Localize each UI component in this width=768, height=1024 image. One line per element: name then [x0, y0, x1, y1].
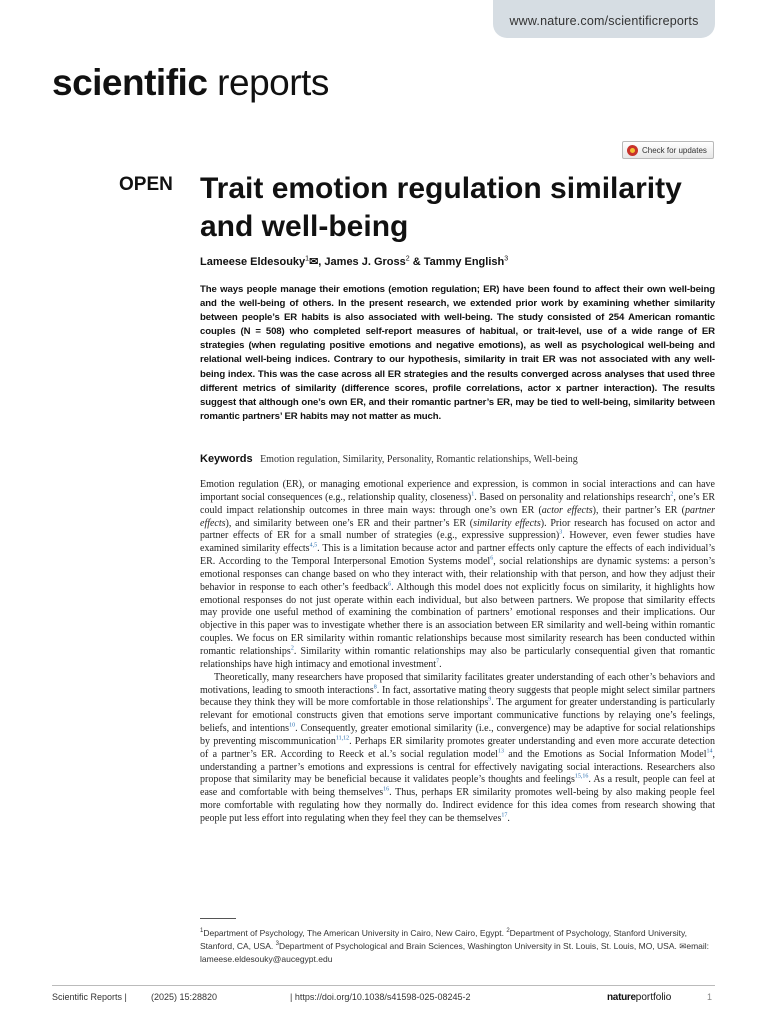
affiliation-number: 1	[200, 928, 204, 935]
envelope-icon: ✉	[679, 941, 687, 951]
author-name[interactable]: Tammy English	[423, 256, 505, 268]
citation-ref[interactable]: 17	[501, 812, 508, 819]
nature-portfolio-logo	[607, 992, 671, 1003]
footer-journal: Scientific Reports |	[52, 992, 127, 1002]
citation-ref[interactable]: 11,12	[335, 735, 350, 742]
citation-ref[interactable]: 3	[559, 530, 563, 537]
author-name[interactable]: James J. Gross	[324, 256, 406, 268]
crossmark-icon	[627, 145, 638, 156]
body-paragraph: Theoretically, many researchers have proposed that similarity facilitates greater understanding of each other’s behaviors and motivations, leading to smooth interactions$^8$. In fact, assortative mating theory suggests that people might select similar partners because they think they will be more comfortable in those relationships$^9$. The argument for greater understanding is particularly relevant for emotional constructs given that emotions serve important communicative functions by relaying one’s feelings, beliefs, and intentions$^{10}$. Consequently, greater emotional similarity (i.e., convergence) may be adaptive for social relationships by preventing miscommunication$^{11,12}$. Perhaps ER similarity promotes greater understanding and even more accurate detection of a partner’s ER. According to Reeck et al.’s social regulation model$^{13}$ and the Emotions as Social Information Model$^{14}$, understanding a partner’s emotions and expressions is central for effectively navigating social interactions. Researchers also propose that similarity may be beneficial because it validates people’s thoughts and feelings$^{15,16}$. As a result, people can feel at ease and comfortable with being themselves$^{16}$. Thus, perhaps ER similarity promotes well-being by also making people feel more comfortable with regulating how they normally do. Indirect evidence for this idea comes from research showing that people put less effort into regulating when they feel they can be themselves$^{17}$.	[200, 671, 716, 824]
affiliation-text: Department of Psychological and Brain Sciences, Washington University in St. Louis, St. Louis, MO, USA.	[278, 941, 680, 951]
citation-ref[interactable]: 14	[706, 748, 713, 755]
brand-light: portfolio	[635, 992, 672, 1003]
article-title: Trait emotion regulation similarity and well-being	[200, 172, 682, 243]
body-paragraph: Emotion regulation (ER), or managing emotional experience and expression, is common in social interactions and can have important social consequences (e.g., relationship quality, closeness)$^1$. Based on personality and relationships research$^2$, one’s ER could impact relationship outcomes in three main ways: through one’s own ER (actor effects), their partner’s ER (partner effects), and similarity between one’s ER and their partner’s ER (similarity effects). Prior research has focused on actor and partner effects of ER for a small number of strategies (e.g., expressive suppression)$^3$. However, even fewer studies have examined similarity effects$^{4,5}$. This is a limitation because actor and partner effects only capture the effects of each individual’s ER. According to the Temporal Interpersonal Emotion Systems model$^6$, social relationships are dynamic systems: a person’s emotional responses can change based on who they interact with, their relationship with that person, and how they adjust their behavior in response to each other’s feedback$^6$. Although this model does not explicitly focus on similarity, it highlights how emotional responses do not just operate within each individual, but also between partners. We propose that similarity effects may provide one useful method of examining the combination of partners’ emotional responses and their implications. Our objective in this paper was to investigate whether there is an association between ER similarity and well-being within romantic couples. We focus on ER similarity within romantic relationships because most similarity research has been conducted within romantic relationships$^2$. Similarity within romantic relationships may also be particularly consequential given that romantic relationships have high intimacy and emotional investment$^7$.	[200, 479, 716, 670]
affiliation-number: 3	[275, 941, 279, 948]
affiliation-number: 2	[506, 928, 510, 935]
footnote-divider	[200, 918, 236, 919]
brand-bold: nature	[607, 992, 636, 1003]
footer-doi[interactable]: | https://doi.org/10.1038/s41598-025-08245-2	[290, 992, 471, 1002]
affiliations	[200, 927, 720, 966]
emphasized-term: similarity effects	[473, 517, 541, 529]
journal-logo	[52, 64, 329, 101]
journal-name-light: reports	[207, 62, 329, 103]
url-tab[interactable]	[493, 0, 715, 38]
footer-volume: (2025) 15:28820	[151, 992, 218, 1002]
keywords-row	[200, 453, 720, 465]
affiliation-text: Department of Psychology, The American University in Cairo, New Cairo, Egypt.	[203, 928, 507, 938]
citation-ref[interactable]: 4,5	[309, 542, 318, 549]
citation-ref[interactable]: 15,16	[574, 774, 589, 781]
citation-ref[interactable]: 6	[490, 555, 494, 562]
citation-ref[interactable]: 13	[497, 748, 504, 755]
citation-ref[interactable]: 8	[373, 684, 377, 691]
keywords-label: Keywords	[200, 453, 253, 465]
citation-ref[interactable]: 1	[471, 491, 475, 498]
emphasized-term: actor effects	[541, 504, 593, 516]
check-for-updates-label: Check for updates	[642, 145, 707, 155]
journal-name-bold: scientific	[52, 62, 208, 103]
citation-ref[interactable]: 2	[290, 645, 294, 652]
email-icon[interactable]: ✉	[309, 256, 319, 268]
author-list: Lameese Eldesouky$^1$✉, James J. Gross$^2$ & Tammy English$^3$	[200, 255, 509, 268]
citation-ref[interactable]: 7	[436, 658, 440, 665]
citation-ref[interactable]: 6	[388, 581, 392, 588]
corresponding-email[interactable]: email: lameese.eldesouky@aucegypt.edu	[200, 941, 710, 964]
site-url[interactable]: www.nature.com/scientificreports	[509, 14, 699, 28]
author-affiliation-ref: 1	[305, 255, 310, 263]
open-access-label: OPEN	[119, 174, 173, 195]
citation-ref[interactable]: 9	[488, 697, 492, 704]
page-number: 1	[707, 992, 713, 1002]
abstract: The ways people manage their emotions (emotion regulation; ER) have been found to affect their own well-being and the well-being of others. In the present research, we extended prior work by examining whether similarity between people’s ER habits is also associated with well-being. The study consisted of 254 American romantic couples (N = 508) who completed self-report measures of habitual, or trait-level, use of a wide range of ER strategies (when regulating positive emotions and negative emotions), as well as psychological well-being and relational well-being indices. Contrary to our hypothesis, similarity in trait ER was not associated with any well-being index. This was the case across all ER strategies and the results converged across analyses that used three different metrics of similarity (difference scores, profile correlations, actor x partner interaction). The results suggest that although one’s own ER, and their romantic partner’s ER, may be tied to well-being, similarity between romantic partners’ ER habits may not matter as much.	[200, 284, 715, 422]
emphasized-term: partner effects	[200, 504, 715, 529]
citation-ref[interactable]: 10	[289, 722, 296, 729]
citation-ref[interactable]: 2	[670, 491, 674, 498]
citation-ref[interactable]: 16	[383, 786, 390, 793]
check-for-updates-button[interactable]	[622, 141, 714, 159]
author-affiliation-ref: 2	[405, 255, 410, 263]
affiliation-text: Department of Psychology, Stanford University, Stanford, CA, USA.	[200, 928, 687, 951]
author-name[interactable]: Lameese Eldesouky	[200, 256, 306, 268]
author-affiliation-ref: 3	[504, 255, 509, 263]
keywords-list: Emotion regulation, Similarity, Personality, Romantic relationships, Well-being	[260, 454, 578, 465]
footer-divider	[52, 985, 715, 986]
body-text	[200, 479, 715, 826]
